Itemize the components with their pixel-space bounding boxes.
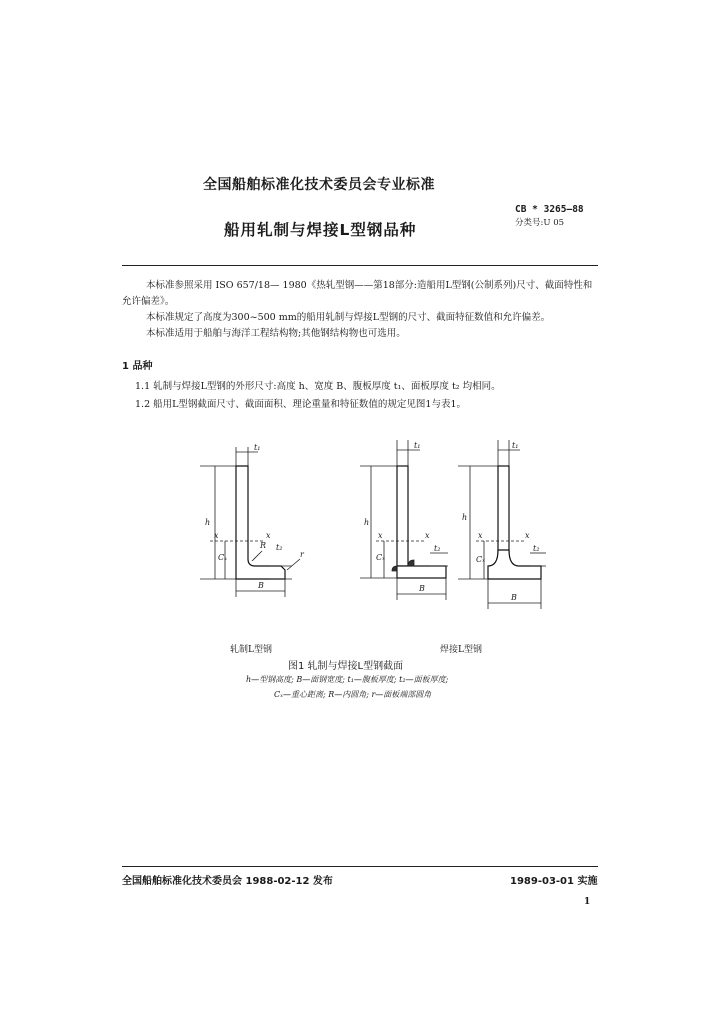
- intro-paragraph-3: 本标准适用于船舶与海洋工程结构物;其他钢结构物也可选用。: [146, 328, 406, 339]
- footer-rule: [122, 866, 598, 867]
- welded-section-caption: 焊接L型钢: [440, 645, 482, 655]
- welded-b-cx-label: Cₓ: [476, 555, 485, 564]
- rolled-l-section: [200, 447, 300, 597]
- section-1-heading: 1 品种: [122, 361, 153, 372]
- welded-b-x-right-label: x: [525, 531, 530, 540]
- welded-b-h-label: h: [462, 513, 468, 522]
- welded-b-t2-label: t₂: [533, 544, 540, 553]
- issue-statement: 全国船舶标准化技术委员会 1988-02-12 发布: [122, 876, 333, 887]
- welded-b-t1-label: t₁: [512, 441, 519, 450]
- figure-title: 图1 轧制与焊接L型钢截面: [288, 661, 404, 672]
- welded-a-x-right-label: x: [425, 531, 430, 540]
- welded-a-x-left-label: x: [378, 531, 383, 540]
- welded-l-section-b: [458, 440, 546, 609]
- document-title: 船用轧制与焊接L型钢品种: [224, 221, 417, 239]
- welded-l-section-a: [360, 440, 448, 600]
- welded-a-h-label: h: [364, 518, 370, 527]
- welded-a-cx-label: Cₓ: [376, 553, 385, 562]
- standard-code: CB * 3265—88: [515, 204, 584, 215]
- figure-legend-line-1: h—型钢高度; B—面钢宽度; t₁—腹板厚度; t₂—面板厚度;: [246, 675, 449, 684]
- rolled-x-left-label: x: [214, 531, 219, 540]
- clause-1-2: 1.2 船用L型钢截面尺寸、截面面积、理论重量和特征数值的规定见图1与表1。: [135, 399, 467, 410]
- clause-1-1: 1.1 轧制与焊接L型钢的外形尺寸:高度 h、宽度 B、腹板厚度 t₁、面板厚度 t₂ 均相同。: [135, 381, 501, 392]
- rolled-t1-label: t₁: [254, 443, 261, 452]
- figure-legend-line-2: Cₓ—重心距离; R—内圆角; r—面板端部圆角: [274, 690, 432, 699]
- rolled-t2-label: t₂: [276, 543, 283, 552]
- rolled-B-label: B: [258, 581, 264, 590]
- rolled-section-caption: 轧制L型钢: [230, 645, 272, 655]
- rolled-h-label: h: [205, 518, 211, 527]
- welded-a-B-label: B: [419, 584, 425, 593]
- issuing-org-header: 全国船舶标准化技术委员会专业标准: [203, 177, 435, 193]
- rolled-R-label: R: [260, 541, 267, 550]
- welded-b-x-left-label: x: [478, 531, 483, 540]
- welded-b-B-label: B: [511, 593, 517, 602]
- classification-number: 分类号:U 05: [515, 218, 565, 228]
- rolled-cx-label: Cₓ: [218, 553, 227, 562]
- effective-date: 1989-03-01 实施: [510, 876, 598, 887]
- rolled-x-right-label: x: [266, 531, 271, 540]
- intro-paragraph-2: 本标准规定了高度为300~500 mm的船用轧制与焊接L型钢的尺寸、截面特征数值和允许偏差。: [146, 312, 551, 323]
- welded-a-t2-label: t₂: [434, 544, 441, 553]
- rolled-r-label: r: [300, 550, 304, 559]
- intro-paragraph-1: 本标准参照采用 ISO 657/18— 1980《热轧型钢——第18部分:造船用L型钢(公制系列)尺寸、截面特性和允许偏差》。: [122, 280, 593, 307]
- page-number: 1: [584, 897, 591, 907]
- welded-a-t1-label: t₁: [414, 441, 421, 450]
